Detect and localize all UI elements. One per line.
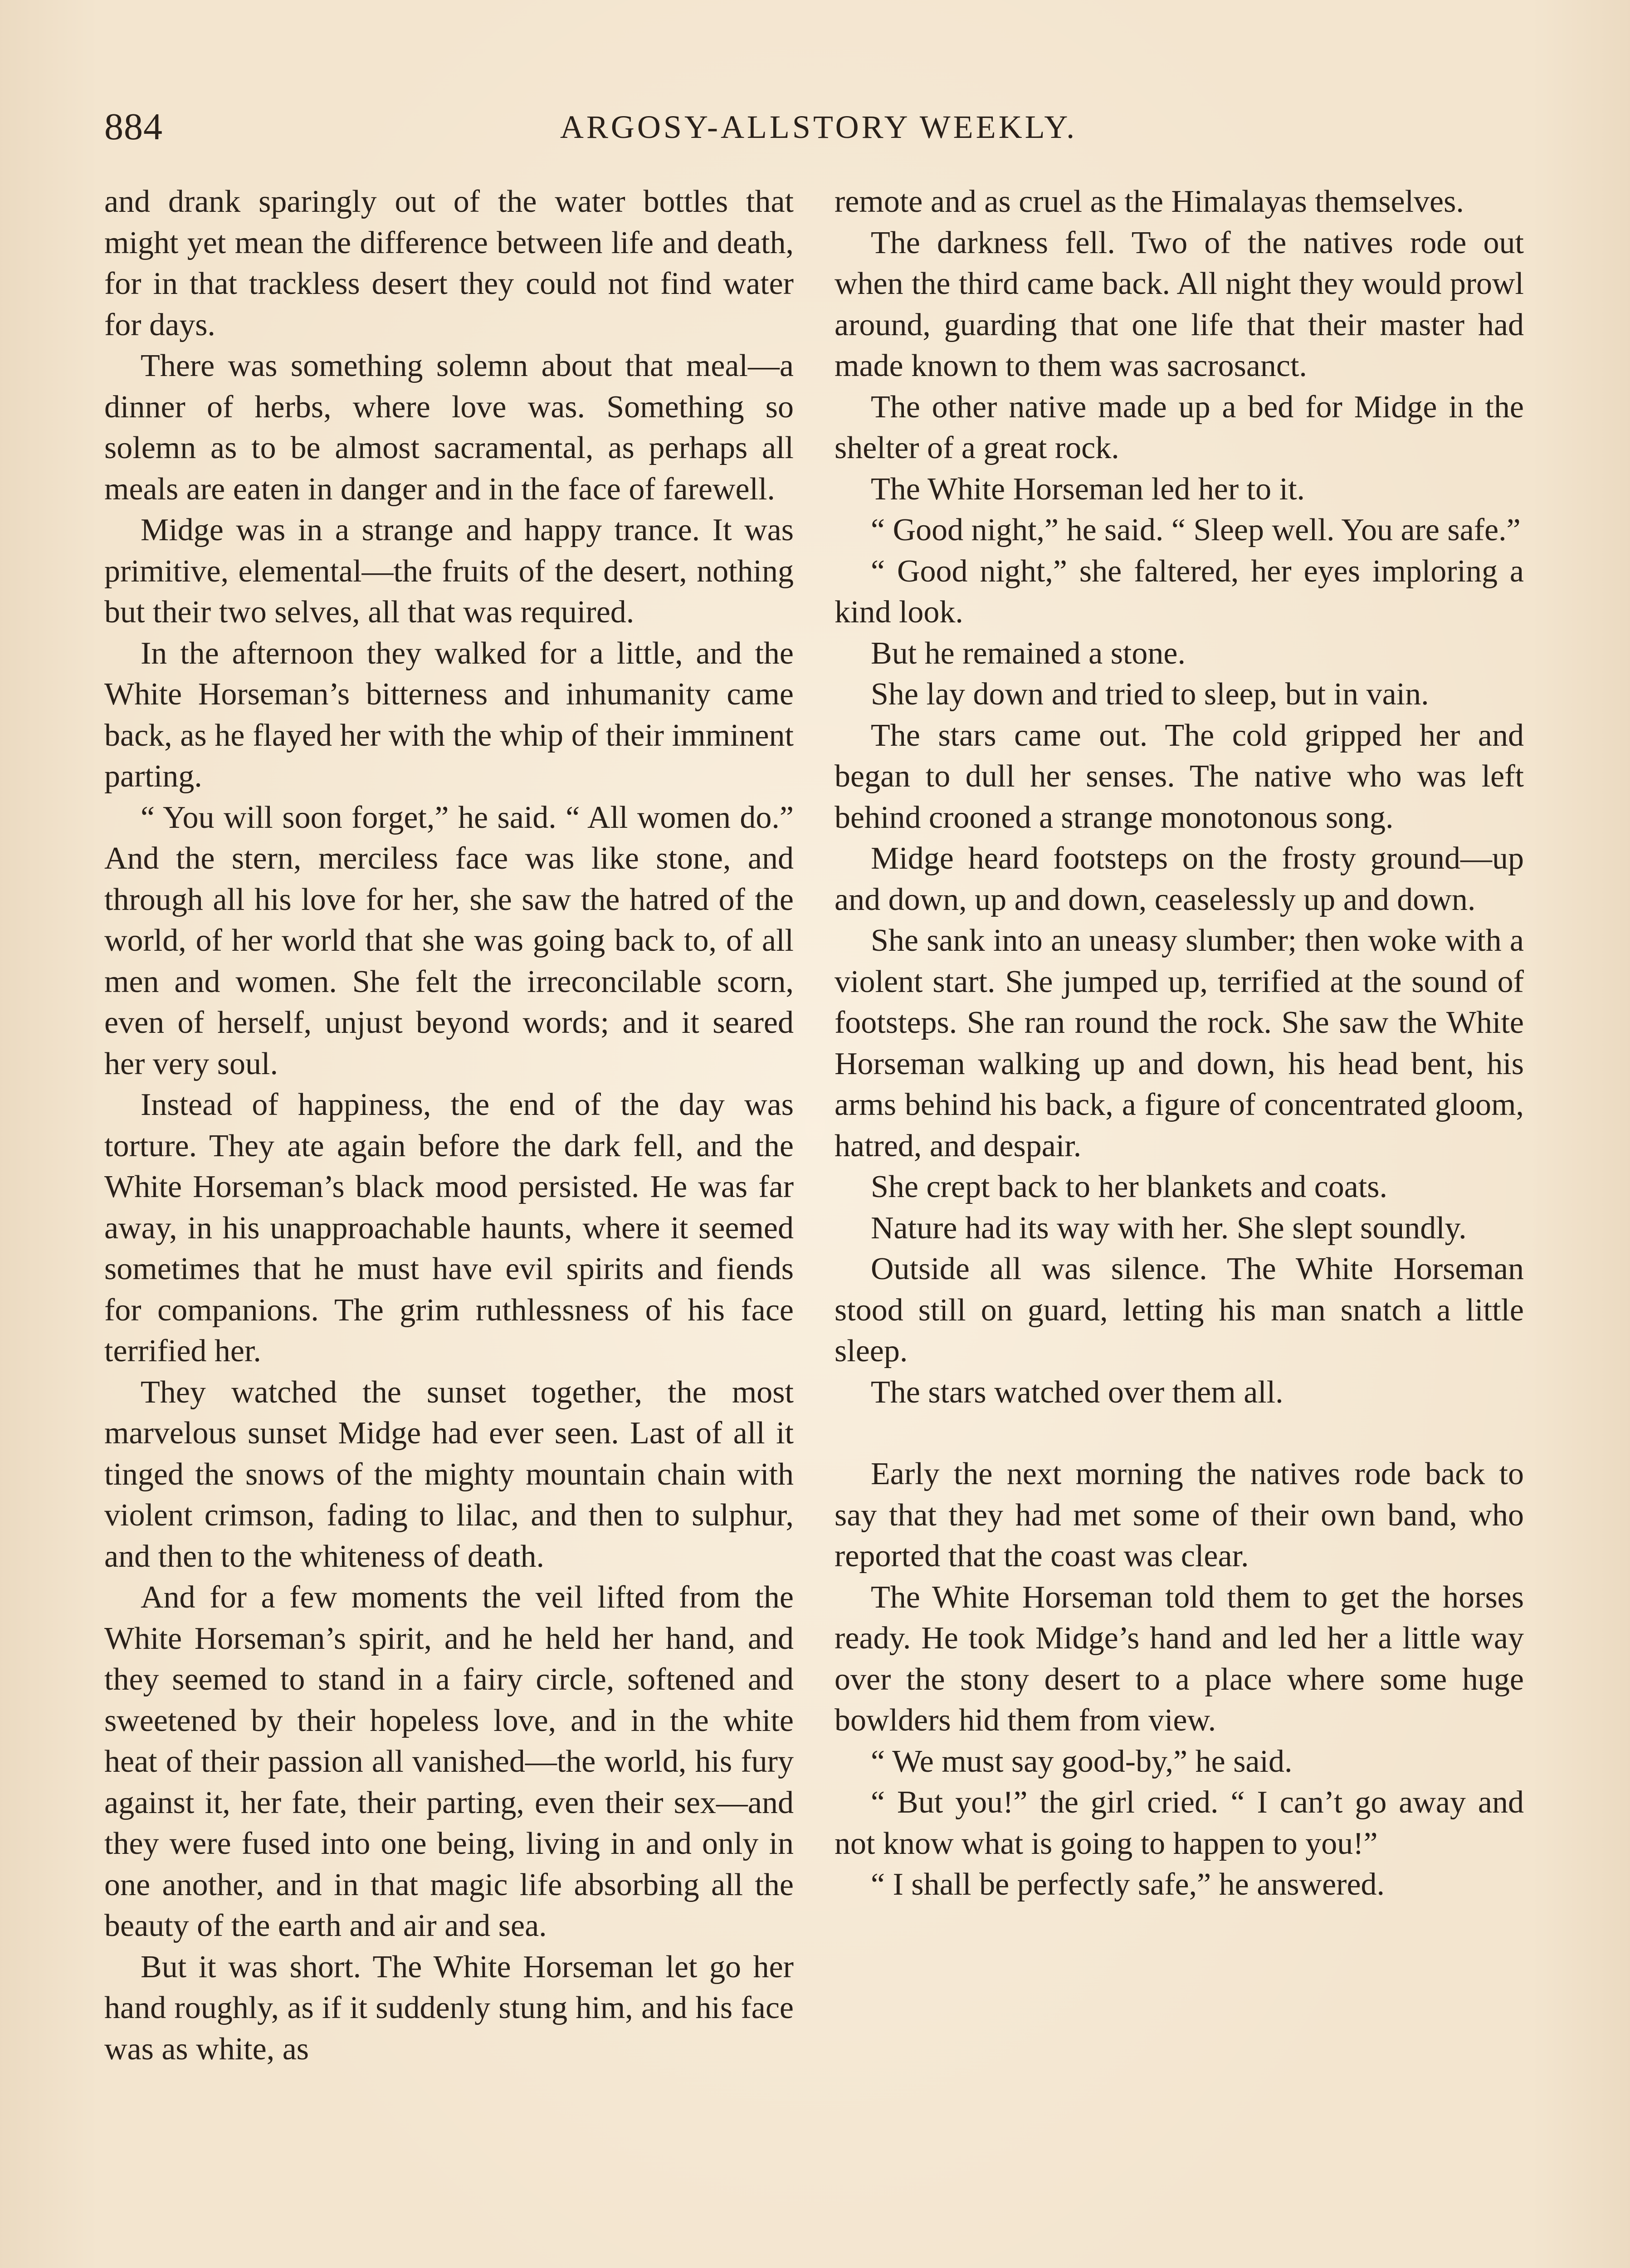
right-column — [835, 181, 1524, 2268]
paragraph: “ We must say good-by,” he said. — [871, 1744, 1293, 1779]
paragraph: Early the next morning the natives rode back to say that they had met some of their own band, who reported that the coast was clear. — [835, 1457, 1524, 1574]
paragraph: But it was short. The White Horseman let go her hand roughly, as if it suddenly stung him, and his face was as white, as — [104, 1949, 794, 2067]
paragraph: But he remained a stone. — [871, 635, 1186, 671]
running-head: ARGOSY-ALLSTORY WEEKLY. — [560, 109, 1078, 145]
paragraph: There was something solemn about that meal—a dinner of herbs, where love was. Something so solemn as to be almost sacramental, as perhaps all meals are eaten in danger and in the face of farewell. — [104, 348, 794, 507]
paragraph: And for a few moments the veil lifted from the White Horseman’s spirit, and he held her hand, and they seemed to stand in a fairy circle, softened and sweetened by their hopeless love, and in the white heat of their passion all vanished—the world, his fury against it, her fate, their parting, even their sex—and they were fused into one being, living in and only in one another, and in that magic life absorbing all the beauty of the earth and air and sea. — [104, 1580, 794, 1943]
paragraph: The White Horseman led her to it. — [871, 471, 1305, 507]
paragraph: Nature had its way with her. She slept soundly. — [871, 1210, 1467, 1246]
paragraph: “ But you!” the girl cried. “ I can’t go away and not know what is going to happen to you!” — [835, 1785, 1524, 1861]
page-number: 884 — [104, 106, 163, 148]
paragraph: Midge heard footsteps on the frosty ground—up and down, up and down, ceaselessly up and down. — [835, 841, 1524, 917]
paragraph: The other native made up a bed for Midge in the shelter of a great rock. — [835, 389, 1524, 465]
left-column — [104, 181, 794, 2268]
paragraph: “ I shall be perfectly safe,” he answered. — [871, 1867, 1385, 1902]
paragraph: remote and as cruel as the Himalayas themselves. — [835, 184, 1464, 219]
paragraph: They watched the sunset together, the most marvelous sunset Midge had ever seen. Last of all it tinged the snows of the mighty mountain chain with violent crimson, fading to lilac, and then to sulphur, and then to the whiteness of death. — [104, 1374, 794, 1574]
paragraph: “ Good night,” she faltered, her eyes imploring a kind look. — [835, 553, 1524, 630]
paragraph: Outside all was silence. The White Horseman stood still on guard, letting his man snatch a little sleep. — [835, 1251, 1524, 1369]
paragraph: The stars watched over them all. — [871, 1374, 1284, 1410]
paragraph: “ Good night,” he said. “ Sleep well. You are safe.” — [871, 513, 1521, 547]
paragraph: In the afternoon they walked for a little, and the White Horseman’s bitterness and inhumanity came back, as he flayed her with the whip of their imminent parting. — [104, 635, 794, 794]
paragraph: She crept back to her blankets and coats. — [871, 1169, 1388, 1204]
paragraph: The darkness fell. Two of the natives rode out when the third came back. All night they would prowl around, guarding that one life that their master had made known to them was sacrosanct. — [835, 225, 1524, 383]
paragraph: Instead of happiness, the end of the day was torture. They ate again before the dark fell, and the White Horseman’s black mood persisted. He was far away, in his unapproachable haunts, where it seemed sometimes that he must have evil spirits and fiends for companions. The grim ruthlessness of his face terrified her. — [104, 1087, 794, 1369]
paragraph: Midge was in a strange and happy trance. It was primitive, elemental—the fruits of the desert, nothing but their two selves, all that was required. — [104, 513, 794, 630]
page-header — [104, 102, 1533, 152]
paragraph: “ You will soon forget,” he said. “ All women do.” And the stern, merciless face was like stone, and through all his love for her, she saw the hatred of the world, of her world that she was going back to, of all men and women. She felt the irreconcilable scorn, even of herself, unjust beyond words; and it seared her very soul. — [104, 800, 794, 1081]
paragraph: She lay down and tried to sleep, but in vain. — [871, 677, 1429, 712]
paragraph: She sank into an uneasy slumber; then woke with a violent start. She jumped up, terrified at the sound of footsteps. She ran round the rock. She saw the White Horseman walking up and down, his head bent, his arms behind his back, a figure of concentrated gloom, hatred, and despair. — [835, 923, 1524, 1163]
paragraph: and drank sparingly out of the water bottles that might yet mean the difference between life and death, for in that trackless desert they could not find water for days. — [104, 184, 794, 342]
paragraph: The White Horseman told them to get the horses ready. He took Midge’s hand and led her a little way over the stony desert to a place where some huge bowlders hid them from view. — [835, 1579, 1524, 1738]
paragraph: The stars came out. The cold gripped her and began to dull her senses. The native who was left behind crooned a strange monotonous song. — [835, 718, 1524, 835]
